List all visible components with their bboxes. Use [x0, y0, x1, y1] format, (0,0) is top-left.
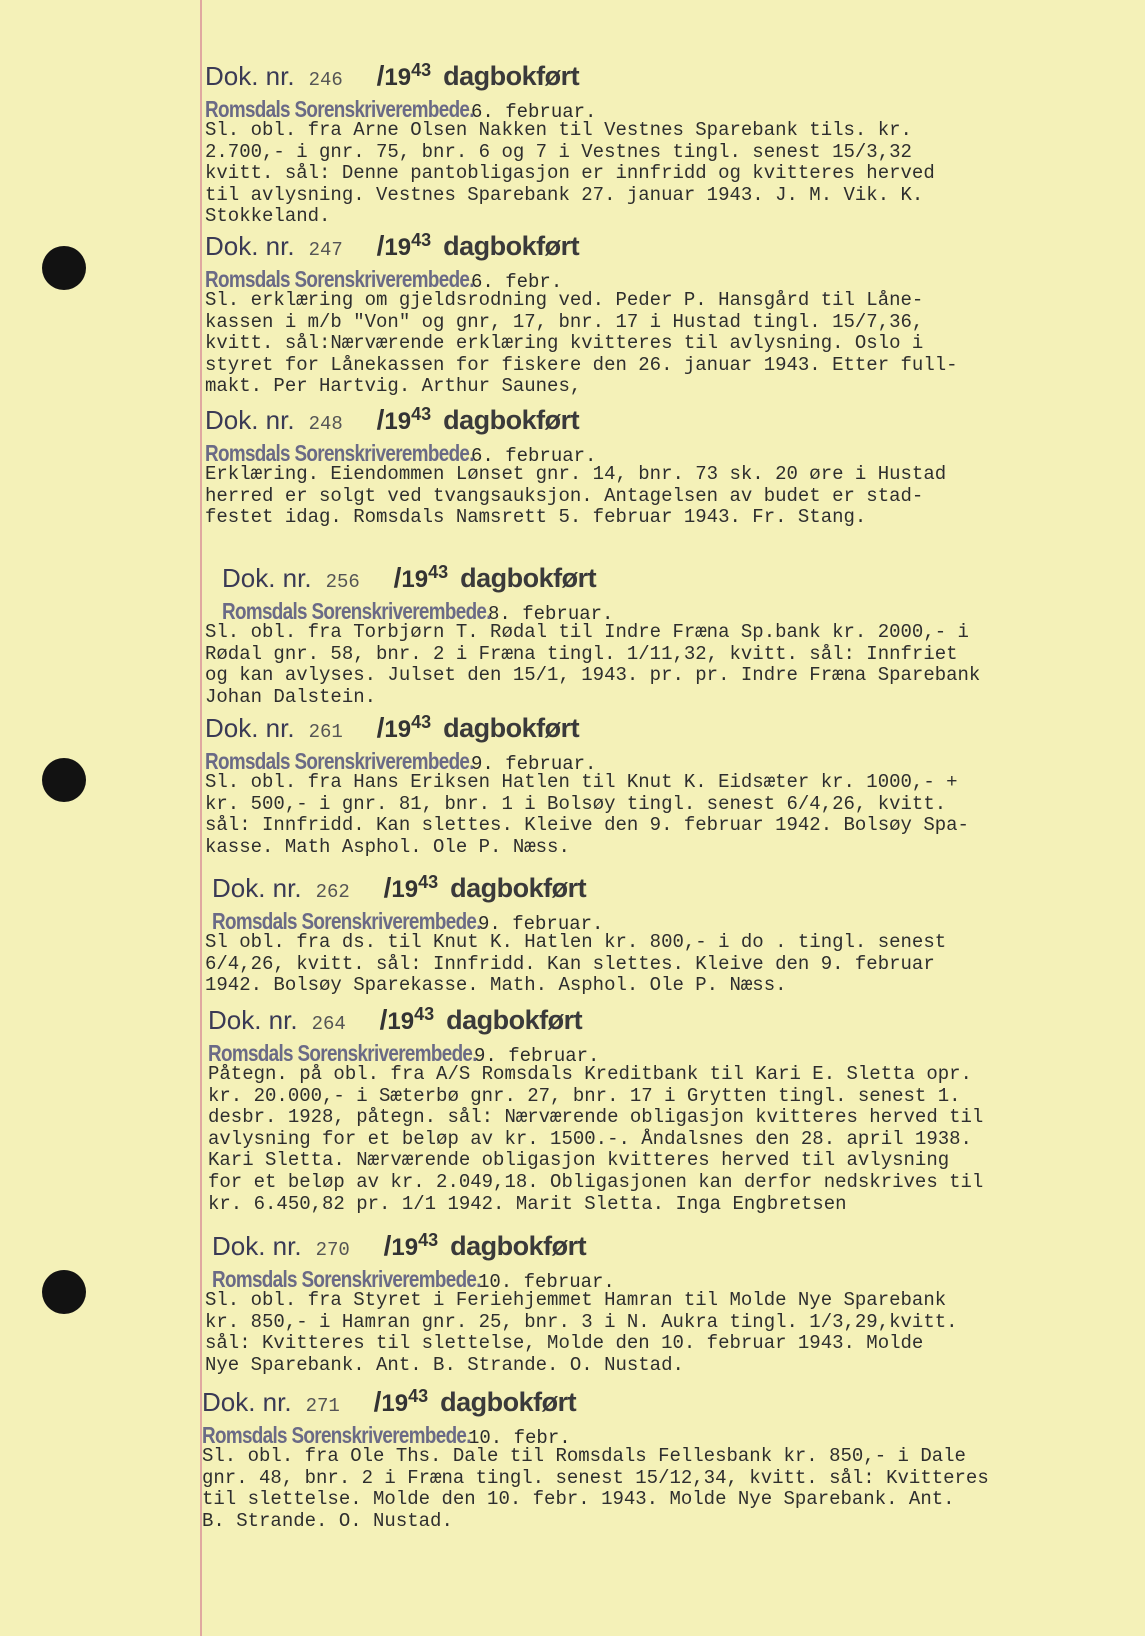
slash: / [393, 562, 402, 593]
year-century: 19 [387, 1008, 415, 1035]
dok-number: 247 [308, 239, 343, 261]
court-stamp: Romsdals Sorenskriverembede. [212, 908, 481, 934]
status-stamp: dagbokført [443, 713, 580, 743]
entry-header [212, 1230, 1145, 1266]
entry-text: Sl. erklæring om gjeldsrodning ved. Peder P. Hansgård til Låne- kassen i m/b "Von" og gnr, 17, bnr. 17 i Hustad tingl. 15/7,36, kvitt. sål:Nærværende erklæring kvitteres til avlysning. Oslo i styret for Lånekassen for fiskere den 26. januar 1943. Etter full- makt. Per Hartvig. Arthur Saunes, [205, 289, 958, 398]
entry-text: Sl. obl. fra Styret i Feriehjemmet Hamran til Molde Nye Sparebank kr. 850,- i Hamran gnr. 25, bnr. 3 i N. Aukra tingl. 1/3,29,kvitt. sål: Kvitteres til slettelse, Molde den 10. februar 1943. Molde Nye Sparebank. Ant. B. Strande. O. Nustad. [205, 1289, 958, 1376]
entry-header [208, 1004, 1143, 1040]
dok-label: Dok. nr. [208, 1005, 298, 1035]
entry-date: 6. febr. [471, 271, 563, 293]
dok-label: Dok. nr. [202, 1387, 292, 1417]
slash: / [383, 1230, 392, 1261]
court-line [212, 908, 1145, 935]
court-stamp: Romsdals Sorenskriverembede. [222, 598, 491, 624]
slash: / [376, 230, 385, 261]
document-entry [205, 1230, 1145, 1376]
dok-number: 248 [308, 413, 343, 435]
dok-label: Dok. nr. [212, 873, 302, 903]
court-stamp: Romsdals Sorenskriverembede. [212, 1266, 481, 1292]
dok-number: 262 [315, 881, 350, 903]
status-stamp: dagbokført [446, 1005, 583, 1035]
year-handwritten: 43 [408, 1386, 429, 1406]
dok-number: 256 [325, 571, 360, 593]
dok-label: Dok. nr. [205, 713, 295, 743]
year-century: 19 [384, 408, 412, 435]
entry-date: 9. februar. [471, 753, 597, 775]
year-century: 19 [401, 566, 429, 593]
dok-label: Dok. nr. [222, 563, 312, 593]
dok-number: 264 [311, 1013, 346, 1035]
year-handwritten: 43 [418, 872, 439, 892]
document-entry [205, 712, 1140, 858]
slash: / [383, 872, 392, 903]
entry-date: 10. februar. [478, 1271, 615, 1293]
entry-text: Påtegn. på obl. fra A/S Romsdals Kreditbank til Kari E. Sletta opr. kr. 20.000,- i Sæterbø gnr. 27, bnr. 17 i Grytten tingl. senest 1. desbr. 1928, påtegn. sål: Nærværende obligasjon kvitteres herved til avlysning for et beløp av kr. 1500.-. Åndalsnes den 28. april 1938. Kari Sletta. Nærværende obligasjon kvitteres herved til avlysning for et beløp av kr. 2.049,18. Obligasjonen kan derfor nedskrives til kr. 6.450,82 pr. 1/1 1942. Marit Sletta. Inga Engbretsen [208, 1063, 984, 1215]
entry-date: 8. februar. [488, 603, 614, 625]
slash: / [379, 1004, 388, 1035]
year-century: 19 [381, 1390, 409, 1417]
court-line [205, 440, 1140, 467]
document-entry [205, 872, 1145, 997]
punch-hole [42, 1270, 86, 1314]
dok-label: Dok. nr. [212, 1231, 302, 1261]
entry-header [205, 404, 1140, 440]
dok-number: 270 [315, 1239, 350, 1261]
court-stamp: Romsdals Sorenskriverembede. [205, 748, 474, 774]
court-line [205, 96, 1140, 123]
year-handwritten: 43 [414, 1004, 435, 1024]
court-stamp: Romsdals Sorenskriverembede. [205, 96, 474, 122]
court-line [212, 1266, 1145, 1293]
entry-text: Sl obl. fra ds. til Knut K. Hatlen kr. 800,- i do . tingl. senest 6/4,26, kvitt. sål: Innfridd. Kan slettes. Kleive den 9. februar 1942. Bolsøy Sparekasse. Math. Asphol. Ole P. Næss. [205, 931, 947, 997]
court-stamp: Romsdals Sorenskriverembede. [208, 1040, 477, 1066]
year [391, 1230, 438, 1262]
dok-number: 261 [308, 721, 343, 743]
slash: / [376, 712, 385, 743]
year [387, 1004, 434, 1036]
entry-text: Sl. obl. fra Hans Eriksen Hatlen til Knut K. Eidsæter kr. 1000,- + kr. 500,- i gnr. 81, bnr. 1 i Bolsøy tingl. senest 6/4,26, kvitt. sål: Innfridd. Kan slettes. Kleive den 9. februar 1942. Bolsøy Spa- kasse. Math Asphol. Ole P. Næss. [205, 771, 969, 858]
year [384, 712, 431, 744]
punch-hole [42, 246, 86, 290]
court-line [205, 266, 1140, 293]
entry-date: 6. februar. [471, 445, 597, 467]
court-line [208, 1040, 1143, 1067]
entry-header [222, 562, 1145, 598]
slash: / [376, 60, 385, 91]
year-handwritten: 43 [418, 1230, 439, 1250]
year-handwritten: 43 [411, 404, 432, 424]
dok-number: 271 [305, 1395, 340, 1417]
dok-label: Dok. nr. [205, 231, 295, 261]
entry-date: 9. februar. [478, 913, 604, 935]
entry-header [205, 60, 1140, 96]
document-entry [205, 230, 1140, 398]
status-stamp: dagbokført [440, 1387, 577, 1417]
year-century: 19 [384, 234, 412, 261]
document-entry [202, 1386, 1137, 1532]
document-entry [205, 562, 1145, 708]
entry-date: 6. februar. [471, 101, 597, 123]
entry-text: Sl. obl. fra Torbjørn T. Rødal til Indre Fræna Sp.bank kr. 2000,- i Rødal gnr. 58, bnr. 2 i Fræna tingl. 1/11,32, kvitt. sål: Innfriet og kan avlyses. Julset den 15/1, 1943. pr. pr. Indre Fræna Sparebank Johan Dalstein. [205, 621, 981, 708]
court-stamp: Romsdals Sorenskriverembede. [202, 1422, 471, 1448]
year-handwritten: 43 [411, 230, 432, 250]
slash: / [376, 404, 385, 435]
document-entry [205, 60, 1140, 228]
year-handwritten: 43 [411, 712, 432, 732]
entry-header [205, 230, 1140, 266]
year [384, 60, 431, 92]
status-stamp: dagbokført [450, 1231, 587, 1261]
year-century: 19 [391, 876, 419, 903]
status-stamp: dagbokført [450, 873, 587, 903]
status-stamp: dagbokført [443, 61, 580, 91]
court-line [222, 598, 1145, 625]
year [381, 1386, 428, 1418]
slash: / [373, 1386, 382, 1417]
entry-header [205, 712, 1140, 748]
document-entry [205, 404, 1140, 529]
court-line [202, 1422, 1137, 1449]
year-century: 19 [384, 64, 412, 91]
year [391, 872, 438, 904]
status-stamp: dagbokført [443, 231, 580, 261]
dok-number: 246 [308, 69, 343, 91]
year-century: 19 [384, 716, 412, 743]
entry-date: 10. febr. [468, 1427, 571, 1449]
entry-header [202, 1386, 1137, 1422]
entry-text: Erklæring. Eiendommen Lønset gnr. 14, bnr. 73 sk. 20 øre i Hustad herred er solgt ved tvangsauksjon. Antagelsen av budet er stad- festet idag. Romsdals Namsrett 5. februar 1943. Fr. Stang. [205, 463, 947, 529]
court-stamp: Romsdals Sorenskriverembede. [205, 440, 474, 466]
entry-text: Sl. obl. fra Ole Ths. Dale til Romsdals Fellesbank kr. 850,- i Dale gnr. 48, bnr. 2 i Fræna tingl. senest 15/12,34, kvitt. sål: Kvitteres til slettelse. Molde den 10. febr. 1943. Molde Nye Sparebank. Ant. B. Strande. O. Nustad. [202, 1445, 989, 1532]
year [401, 562, 448, 594]
year-handwritten: 43 [411, 60, 432, 80]
court-stamp: Romsdals Sorenskriverembede. [205, 266, 474, 292]
status-stamp: dagbokført [443, 405, 580, 435]
year [384, 230, 431, 262]
document-entry [208, 1004, 1143, 1215]
dok-label: Dok. nr. [205, 61, 295, 91]
entry-date: 9. februar. [474, 1045, 600, 1067]
year-handwritten: 43 [428, 562, 449, 582]
entry-text: Sl. obl. fra Arne Olsen Nakken til Vestnes Sparebank tils. kr. 2.700,- i gnr. 75, bnr. 6 og 7 i Vestnes tingl. senest 15/3,32 kvitt. sål: Denne pantobligasjon er innfridd og kvitteres herved til avlysning. Vestnes Sparebank 27. januar 1943. J. M. Vik. K. Stokkeland. [205, 119, 935, 228]
status-stamp: dagbokført [460, 563, 597, 593]
year [384, 404, 431, 436]
court-line [205, 748, 1140, 775]
dok-label: Dok. nr. [205, 405, 295, 435]
entry-header [212, 872, 1145, 908]
punch-hole [42, 758, 86, 802]
year-century: 19 [391, 1234, 419, 1261]
